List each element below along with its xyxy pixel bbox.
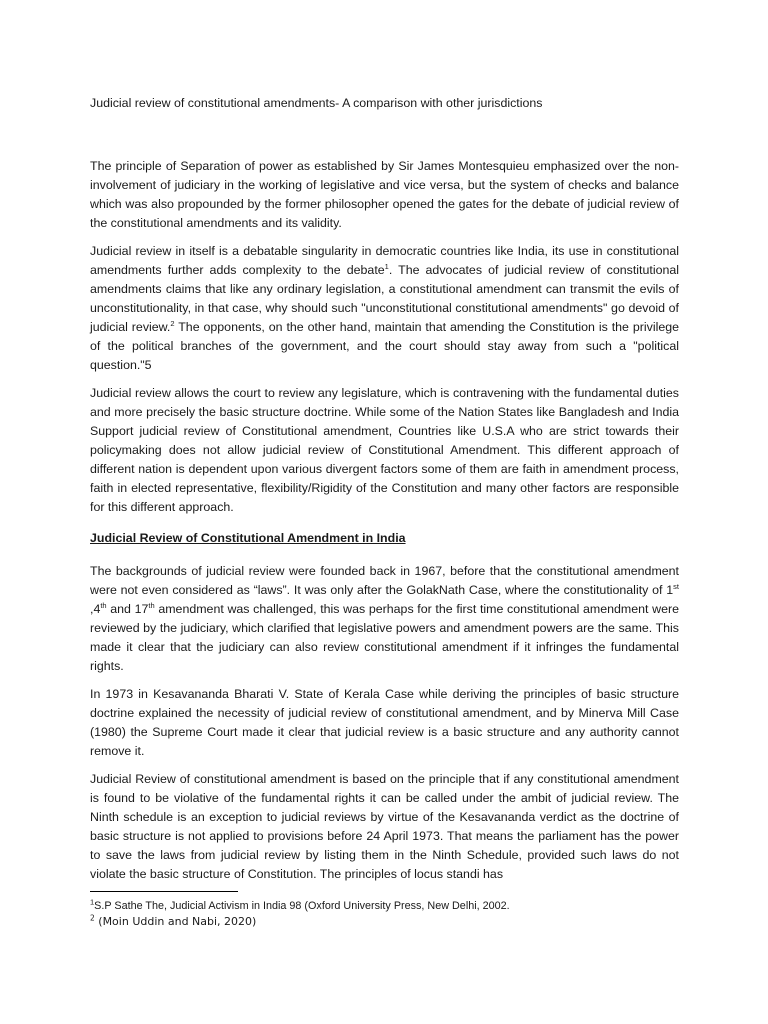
text-span: . The advocates of judicial review of constitutional amendments claims that like any ordinary legislation, a constitutional amendment can transmit the evils of unconstitutionality, in that case, why should such "unconstitutional constitutional amendments" go devoid of judicial review. [90,263,680,334]
footnote-ref-2[interactable]: 2 [170,318,175,328]
text-span: amendment was challenged, this was perhaps for the first time constitutional amendment were reviewed by the judiciary, which clarified that legislative powers and amendment powers are the same. This made it clear that the judiciary can also review constitutional amendment if it infringes the fundamental rights. [90,602,679,673]
paragraph-judicial-review-debate [90,242,679,375]
document-page [90,94,679,893]
footnote-divider [90,891,238,892]
document-title: Judicial review of constitutional amendments- A comparison with other jurisdictions [90,96,543,110]
paragraph-kesavananda: In 1973 in Kesavananda Bharati V. State of Kerala Case while deriving the principles of basic structure doctrine explained the necessity of judicial review of constitutional amendment, and by Minerva Mill Case (1980) the Supreme Court made it clear that judicial review is a basic structure and any authority cannot remove it. [90,687,679,758]
text-span: The opponents, on the other hand, maintain that amending the Constitution is the privilege of the political branches of the government, and the court should stay away from such a "political question."5 [90,320,680,372]
footnote-ref-1[interactable]: 1 [384,261,389,271]
text-span: The backgrounds of judicial review were founded back in 1967, before that the constitutional amendment were not even considered as “laws”. It was only after the GolakNath Case, where the constitutionality of 1 [90,564,679,597]
footnote-2-text: (Moin Uddin and Nabi, 2020) [94,915,257,928]
footnote-1 [90,898,679,914]
footnote-1-text: S.P Sathe The, Judicial Activism in India 98 (Oxford University Press, New Delhi, 2002. [94,900,510,912]
footnote-mark-2: 2 [90,913,95,923]
paragraph-background-golaknath [90,562,679,676]
paragraph-ninth-schedule: Judicial Review of constitutional amendment is based on the principle that if any constitutional amendment is found to be violative of the fundamental rights it can be called under the ambit of judicial review. The Ninth schedule is an exception to judicial reviews by virtue of the Kesavananda verdict as the doctrine of basic structure is not applied to provisions before 24 April 1973. That means the parliament has the power to save the laws from judicial review by listing them in the Ninth Schedule, provided such laws do not violate the basic structure of Constitution. The principles of locus standi has [90,772,679,881]
footnote-mark-1: 1 [90,897,95,907]
ordinal-suffix: st [673,581,679,591]
section-heading: Judicial Review of Constitutional Amendment in India [90,531,406,545]
footnote-2 [90,914,679,930]
paragraph-judicial-review-comparison: Judicial review allows the court to review any legislature, which is contravening with the fundamental duties and more precisely the basic structure doctrine. While some of the Nation States like Bangladesh and India Support judicial review of Constitutional amendment, Countries like U.S.A who are strict towards their policymaking does not allow judicial review of Constitutional Amendment. This different approach of different nation is dependent upon various divergent factors some of them are faith in amendment process, faith in elected representative, flexibility/Rigidity of the Constitution and many other factors are responsible for this different approach. [90,386,679,514]
text-span: Judicial review in itself is a debatable singularity in democratic countries like India, its use in constitutional amendments further adds complexity to the debate [90,244,679,277]
ordinal-suffix: th [100,600,107,610]
footnotes [90,891,679,930]
text-span: and 17 [106,602,149,616]
ordinal-suffix: th [148,600,155,610]
text-span: ,4 [90,602,101,616]
paragraph-separation-of-power: The principle of Separation of power as established by Sir James Montesquieu emphasized over the non-involvement of judiciary in the working of legislative and vice versa, but the system of checks and balance which was also propounded by the former philosopher opened the gates for the debate of judicial review of the constitutional amendments and its validity. [90,159,679,230]
